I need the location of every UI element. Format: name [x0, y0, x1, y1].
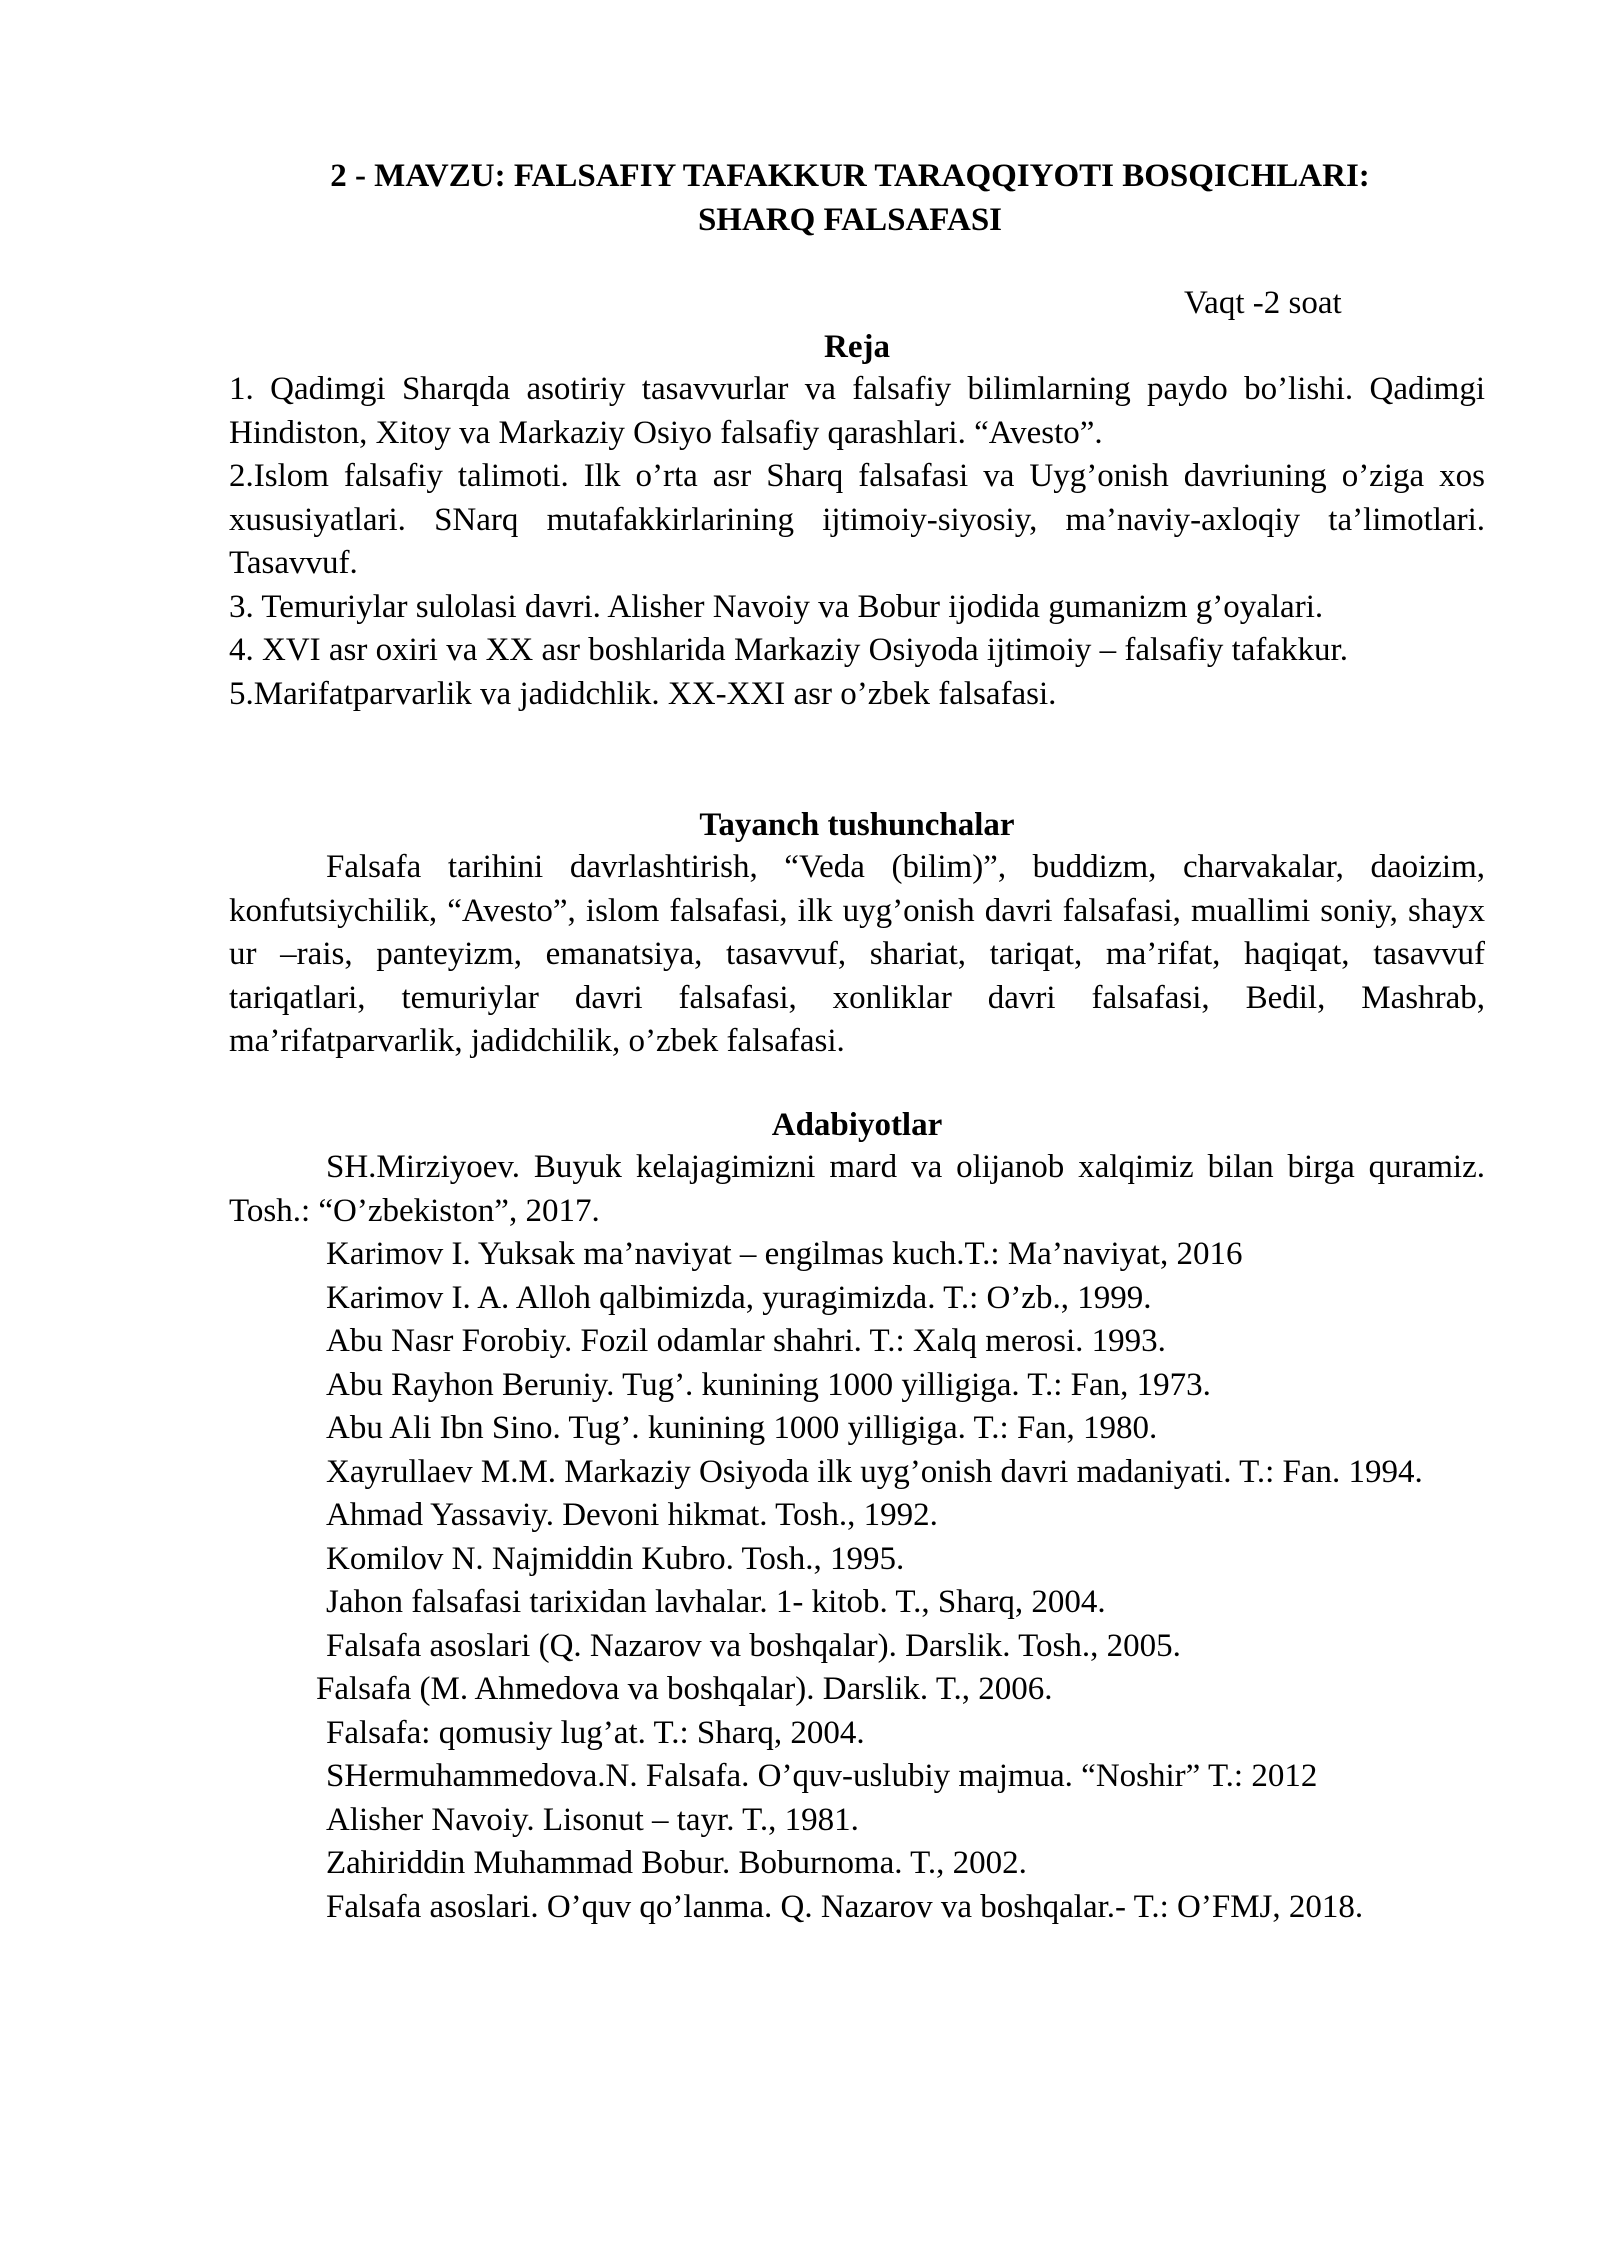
- reference-item: Falsafa asoslari (Q. Nazarov va boshqalar). Darslik. Tosh., 2005.: [326, 1627, 1181, 1664]
- reference-item: SH.Mirziyoev. Buyuk kelajagimizni mard va olijanob xalqimiz bilan birga quramiz. Tosh.: “O’zbekiston”, 2017.: [229, 1149, 1485, 1229]
- references-heading: Adabiyotlar: [771, 1107, 943, 1143]
- reference-item: Abu Rayhon Beruniy. Tug’. kunining 1000 yilligiga. T.: Fan, 1973.: [326, 1366, 1211, 1403]
- plan-item: 3. Temuriylar sulolasi davri. Alisher Navoiy va Bobur ijodida gumanizm g’oyalari.: [229, 588, 1324, 625]
- references-list: [229, 1146, 1485, 1929]
- reference-item: Karimov I. A. Alloh qalbimizda, yuragimizda. T.: O’zb., 1999.: [326, 1279, 1152, 1316]
- plan-item: 1. Qadimgi Sharqda asotiriy tasavvurlar va falsafiy bilimlarning paydo bo’lishi. Qadimgi Hindiston, Xitoy va Markaziy Osiyo falsafiy qarashlari. “Avesto”.: [229, 371, 1485, 451]
- terms-paragraph: Falsafa tarihini davrlashtirish, “Veda (bilim)”, buddizm, charvakalar, daoizim, konfutsiychilik, “Avesto”, islom falsafasi, ilk uyg’onish davri falsafasi, muallimi soniy, shayx ur –rais, panteyizm, emanatsiya, tasavvuf, shariat, tariqat, ma’rifat, haqiqat, tasavvuf tariqatlari, temuriylar davri falsafasi, xonliklar davri falsafasi, Bedil, Mashrab, ma’rifatparvarlik, jadidchilik, o’zbek falsafasi.: [229, 849, 1485, 1059]
- reference-item: Karimov I. Yuksak ma’naviyat – engilmas kuch.T.: Ma’naviyat, 2016: [326, 1236, 1243, 1272]
- plan-item: 5.Marifatparvarlik va jadidchlik. XX-XXI asr o’zbek falsafasi.: [229, 675, 1057, 712]
- reference-item: Komilov N. Najmiddin Kubro. Tosh., 1995.: [326, 1540, 905, 1577]
- reference-item: Falsafa (M. Ahmedova va boshqalar). Darslik. T., 2006.: [316, 1671, 1053, 1707]
- time-allotment: Vaqt -2 soat: [1184, 285, 1342, 321]
- plan-item: 4. XVI asr oxiri va XX asr boshlarida Markaziy Osiyoda ijtimoiy – falsafiy tafakkur.: [229, 632, 1348, 668]
- reference-item: Falsafa asoslari. O’quv qo’lanma. Q. Nazarov va boshqalar.- T.: O’FMJ, 2018.: [326, 1888, 1364, 1925]
- plan-item: 2.Islom falsafiy talimoti. Ilk o’rta asr Sharq falsafasi va Uyg’onish davriuning o’ziga xos xususiyatlari. SNarq mutafakkirlarining ijtimoiy-siyosiy, ma’naviy-axloqiy ta’limotlari. Tasavvuf.: [229, 458, 1485, 581]
- reference-item: Falsafa: qomusiy lug’at. T.: Sharq, 2004.: [326, 1714, 865, 1751]
- title-line-2: SHARQ FALSAFASI: [697, 202, 1003, 238]
- plan-list: [229, 368, 1485, 716]
- terms-heading: Tayanch tushunchalar: [699, 807, 1015, 843]
- reference-item: Jahon falsafasi tarixidan lavhalar. 1- kitob. T., Sharq, 2004.: [326, 1584, 1106, 1620]
- reference-item: Alisher Navoiy. Lisonut – tayr. T., 1981.: [326, 1801, 859, 1838]
- title-line-1: 2 - MAVZU: FALSAFIY TAFAKKUR TARAQQIYOTI BOSQICHLARI:: [330, 158, 1370, 194]
- reference-item: SHermuhammedova.N. Falsafa. O’quv-uslubiy majmua. “Noshir” T.: 2012: [326, 1758, 1318, 1794]
- plan-heading: Reja: [824, 329, 890, 365]
- reference-item: Ahmad Yassaviy. Devoni hikmat. Tosh., 1992.: [326, 1497, 938, 1533]
- reference-item: Abu Ali Ibn Sino. Tug’. kunining 1000 yilligiga. T.: Fan, 1980.: [326, 1410, 1158, 1446]
- reference-item: Abu Nasr Forobiy. Fozil odamlar shahri. T.: Xalq merosi. 1993.: [326, 1323, 1166, 1359]
- reference-item: Zahiriddin Muhammad Bobur. Boburnoma. T., 2002.: [326, 1845, 1027, 1881]
- reference-item: Xayrullaev M.M. Markaziy Osiyoda ilk uyg’onish davri madaniyati. T.: Fan. 1994.: [326, 1453, 1423, 1490]
